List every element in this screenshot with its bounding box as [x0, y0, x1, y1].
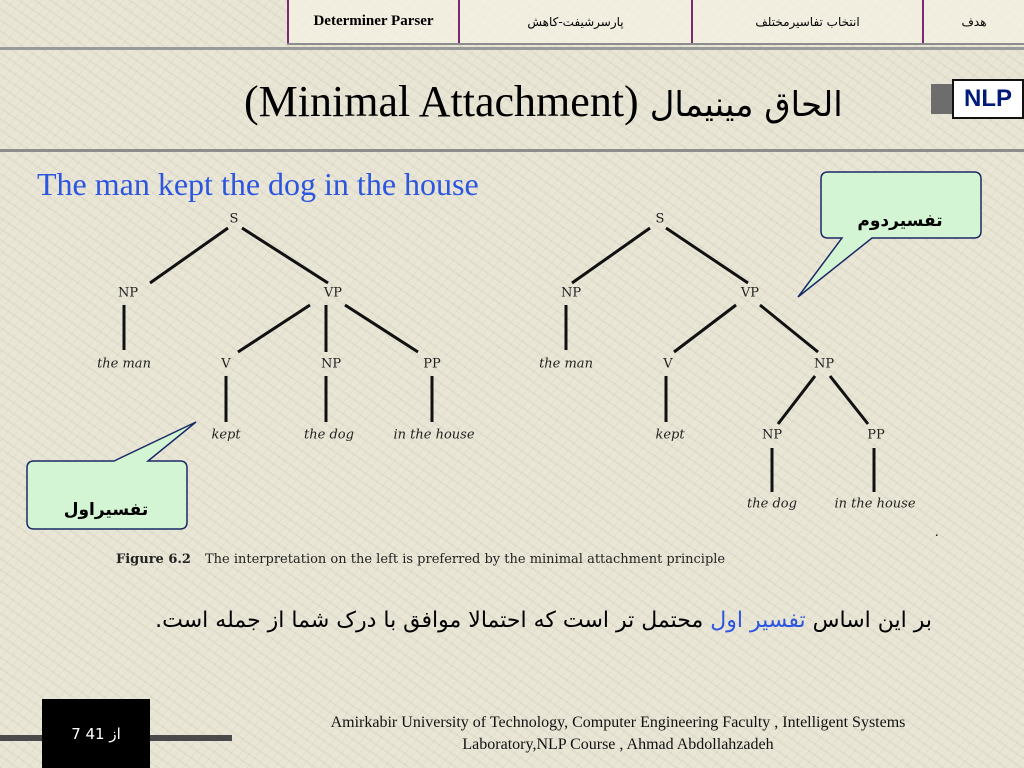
- callout-second-label: تفسیردوم: [857, 211, 943, 231]
- paragraph-part-1: بر این اساس: [812, 608, 932, 633]
- paragraph-highlight: تفسیر اول: [710, 608, 806, 633]
- stray-dot: .: [935, 525, 939, 540]
- tree-right-s: S: [655, 211, 665, 227]
- tree-right-np: NP: [560, 285, 582, 301]
- callout-first-label: تفسیراول: [63, 500, 149, 520]
- tree-left-edges: [124, 228, 432, 422]
- tree-right-kept: kept: [655, 427, 685, 443]
- tree-left-pp: PP: [423, 356, 441, 372]
- figure-caption: [116, 552, 725, 567]
- footer-line-2: Laboratory,NLP Course , Ahmad Abdollahzadeh: [462, 736, 774, 753]
- tree-left-the-man: the man: [97, 356, 151, 372]
- tree-right-vp: VP: [740, 285, 760, 301]
- callout-second-interpretation: [798, 172, 981, 297]
- tree-left-the-dog: the dog: [304, 427, 354, 443]
- tab-shift-reduce-parser[interactable]: پارسرشیفت-کاهش: [458, 0, 691, 43]
- tree-right-np3: NP: [761, 427, 783, 443]
- tree-left-np2: NP: [320, 356, 342, 372]
- tree-left-kept: kept: [211, 427, 241, 443]
- example-sentence: The man kept the dog in the house: [37, 166, 479, 202]
- tab-determiner-parser[interactable]: Determiner Parser: [287, 0, 458, 43]
- tree-right-v: V: [663, 356, 673, 372]
- tree-right-pp: PP: [867, 427, 885, 443]
- page-number: 7 از 41: [42, 699, 150, 768]
- figure-number: Figure 6.2: [116, 552, 191, 567]
- figure-caption-text: The interpretation on the left is preferred by the minimal attachment principle: [204, 552, 726, 567]
- tree-left-vp: VP: [323, 285, 343, 301]
- tree-left-np: NP: [117, 285, 139, 301]
- slide-title-en: (Minimal Attachment): [244, 77, 639, 126]
- tree-right-in-the-house: in the house: [834, 496, 916, 512]
- tree-left-s: S: [229, 211, 239, 227]
- tab-goal[interactable]: هدف: [922, 0, 1024, 43]
- callout-first-interpretation: [27, 422, 196, 529]
- slide-title-fa: الحاق مینیمال: [649, 85, 843, 125]
- tree-left-v: V: [221, 356, 231, 372]
- footer-credits: [252, 712, 984, 756]
- footer-line-1: Amirkabir University of Technology, Computer Engineering Faculty , Intelligent Systems: [330, 714, 906, 731]
- tree-left-in-the-house: in the house: [393, 427, 475, 443]
- paragraph-part-2: محتمل تر است که احتمالا موافق با درک شما از جمله است.: [155, 608, 704, 633]
- tree-right-the-man: the man: [539, 356, 593, 372]
- conclusion-paragraph: [100, 596, 932, 646]
- tree-right-the-dog: the dog: [747, 496, 797, 512]
- tree-right-np2: NP: [813, 356, 835, 372]
- nlp-logo: NLP: [952, 79, 1024, 119]
- tab-choose-interpretations[interactable]: انتخاب تفاسیرمختلف: [691, 0, 922, 43]
